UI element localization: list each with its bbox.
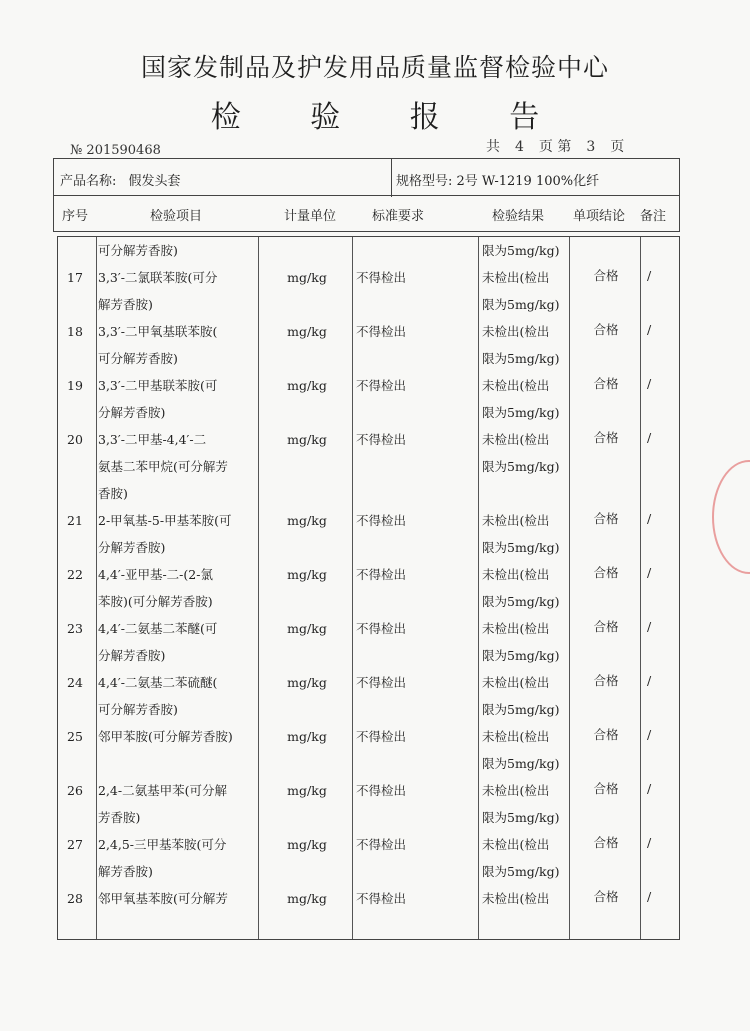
row-item-line: 分解芳香胺) (98, 648, 166, 663)
row-seq: 21 (67, 513, 83, 528)
row-seq: 26 (67, 783, 83, 798)
row-standard: 不得检出 (356, 270, 407, 285)
row-result-line: 限为5mg/kg) (482, 756, 560, 771)
column-divider (352, 237, 353, 939)
row-standard: 不得检出 (356, 783, 407, 798)
pages-total-prefix: 共 (486, 139, 500, 155)
row-result-line: 限为5mg/kg) (482, 810, 560, 825)
results-table (57, 236, 680, 940)
row-item-line: 4,4′-二氨基二苯硫醚( (98, 675, 218, 690)
row-result-line: 未检出(检出 (482, 729, 550, 744)
product-name (60, 170, 181, 189)
row-result-line: 限为5mg/kg) (482, 594, 560, 609)
row-item-line: 可分解芳香胺) (98, 351, 178, 366)
row-item-line: 3,3′-二甲基联苯胺(可 (98, 378, 218, 393)
product-name-value: 假发头套 (128, 174, 181, 189)
row-result-line: 未检出(检出 (482, 837, 550, 852)
row-item-line: 3,3′-二甲氧基联苯胺( (98, 324, 218, 339)
row-conclusion: 合格 (593, 619, 619, 634)
row-standard: 不得检出 (356, 567, 407, 582)
row-item-line: 2,4-二氨基甲苯(可分解 (98, 783, 227, 798)
row-result-line: 限为5mg/kg) (482, 351, 560, 366)
row-result-line: 未检出(检出 (482, 675, 550, 690)
column-divider (96, 237, 97, 939)
row-conclusion: 合格 (593, 781, 619, 796)
column-header-result: 检验结果 (492, 209, 545, 224)
row-note: / (647, 889, 652, 904)
product-model-label: 规格型号: (396, 174, 453, 189)
row-standard: 不得检出 (356, 432, 407, 447)
row-note: / (647, 268, 652, 283)
row-result-line: 限为5mg/kg) (482, 459, 560, 474)
row-result-line: 限为5mg/kg) (482, 648, 560, 663)
column-header-note: 备注 (640, 209, 667, 224)
row-note: / (647, 673, 652, 688)
row-standard: 不得检出 (356, 513, 407, 528)
row-item-line: 氨基二苯甲烷(可分解芳 (98, 459, 228, 474)
row-seq: 17 (67, 270, 83, 285)
table-header (53, 196, 680, 232)
row-unit: mg/kg (287, 891, 327, 906)
row-result-line: 限为5mg/kg) (482, 405, 560, 420)
row-unit: mg/kg (287, 567, 327, 582)
row-unit: mg/kg (287, 324, 327, 339)
row-result-line: 未检出(检出 (482, 378, 550, 393)
row-note: / (647, 322, 652, 337)
pages-total: 4 (514, 139, 524, 155)
row-standard: 不得检出 (356, 621, 407, 636)
column-header-unit: 计量单位 (284, 209, 337, 224)
row-seq: 18 (67, 324, 83, 339)
row-seq: 27 (67, 837, 83, 852)
row-note: / (647, 835, 652, 850)
row-result-line: 未检出(检出 (482, 270, 550, 285)
row-standard: 不得检出 (356, 891, 407, 906)
row-result-line: 未检出(检出 (482, 621, 550, 636)
row-item-line: 邻甲苯胺(可分解芳香胺) (98, 729, 233, 744)
row-seq: 23 (67, 621, 83, 636)
row-item-line: 可分解芳香胺) (98, 702, 178, 717)
row-seq: 20 (67, 432, 83, 447)
row-result-line: 限为5mg/kg) (482, 702, 560, 717)
pages-current-prefix: 第 (557, 139, 572, 155)
row-unit: mg/kg (287, 675, 327, 690)
row-item-line: 解芳香胺) (98, 864, 153, 879)
pages-current-suffix: 页 (610, 139, 625, 155)
row-conclusion: 合格 (593, 376, 619, 391)
row-conclusion: 合格 (593, 430, 619, 445)
row-conclusion: 合格 (593, 511, 619, 526)
row-result-line: 限为5mg/kg) (482, 297, 560, 312)
row-unit: mg/kg (287, 378, 327, 393)
row-item-line: 4,4′-二氨基二苯醚(可 (98, 621, 218, 636)
row-seq: 22 (67, 567, 83, 582)
column-divider (640, 237, 641, 939)
row-unit: mg/kg (287, 729, 327, 744)
row-unit: mg/kg (287, 621, 327, 636)
report-title: 检 验 报 告 (210, 100, 570, 135)
row-item-line: 2-甲氧基-5-甲基苯胺(可 (98, 513, 232, 528)
row-conclusion: 合格 (593, 727, 619, 742)
row-unit: mg/kg (287, 432, 327, 447)
pages-total-suffix: 页 (538, 139, 553, 155)
row-item-line: 香胺) (98, 486, 128, 501)
column-header-conclusion: 单项结论 (573, 209, 626, 224)
column-header-item: 检验项目 (150, 209, 203, 224)
row-conclusion: 合格 (593, 889, 619, 904)
pages-current: 3 (586, 139, 596, 155)
product-box-divider (391, 159, 392, 197)
row-seq: 19 (67, 378, 83, 393)
column-divider (258, 237, 259, 939)
row-result-line: 限为5mg/kg) (482, 864, 560, 879)
row-note: / (647, 565, 652, 580)
column-divider (569, 237, 570, 939)
row-result-line: 未检出(检出 (482, 891, 550, 906)
column-divider (478, 237, 479, 939)
row-standard: 不得检出 (356, 324, 407, 339)
product-model-value: 2号 W-1219 100%化纤 (456, 174, 600, 189)
row-conclusion: 合格 (593, 565, 619, 580)
row-note: / (647, 511, 652, 526)
product-info-box (53, 158, 680, 196)
row-unit: mg/kg (287, 837, 327, 852)
column-header-seq: 序号 (62, 209, 89, 224)
row-unit: mg/kg (287, 513, 327, 528)
row-seq: 24 (67, 675, 83, 690)
row-item-line: 分解芳香胺) (98, 540, 166, 555)
page-indicator (486, 136, 624, 156)
row-conclusion: 合格 (593, 268, 619, 283)
row-item-line: 3,3′-二氯联苯胺(可分 (98, 270, 218, 285)
row-item-line: 解芳香胺) (98, 297, 153, 312)
row-result-line: 未检出(检出 (482, 432, 550, 447)
product-name-label: 产品名称: (60, 174, 117, 189)
row-result-line: 未检出(检出 (482, 513, 550, 528)
row-note: / (647, 781, 652, 796)
row-item-line: 分解芳香胺) (98, 405, 166, 420)
row-result-line: 未检出(检出 (482, 567, 550, 582)
report-number: № 201590468 (70, 143, 161, 158)
row-item-line: 邻甲氧基苯胺(可分解芳 (98, 891, 228, 906)
row-note: / (647, 376, 652, 391)
row-item-line: 芳香胺) (98, 810, 141, 825)
column-header-standard: 标准要求 (372, 209, 425, 224)
row-standard: 不得检出 (356, 729, 407, 744)
continued-item-line: 可分解芳香胺) (98, 243, 178, 258)
row-standard: 不得检出 (356, 837, 407, 852)
red-seal-stamp (712, 460, 750, 574)
row-item-line: 苯胺)(可分解芳香胺) (98, 594, 213, 609)
row-note: / (647, 619, 652, 634)
row-seq: 28 (67, 891, 83, 906)
row-conclusion: 合格 (593, 835, 619, 850)
row-result-line: 未检出(检出 (482, 783, 550, 798)
row-standard: 不得检出 (356, 675, 407, 690)
row-note: / (647, 430, 652, 445)
row-standard: 不得检出 (356, 378, 407, 393)
row-unit: mg/kg (287, 783, 327, 798)
row-seq: 25 (67, 729, 83, 744)
product-model (396, 170, 599, 189)
row-item-line: 4,4′-亚甲基-二-(2-氯 (98, 567, 213, 582)
row-conclusion: 合格 (593, 673, 619, 688)
row-result-line: 未检出(检出 (482, 324, 550, 339)
row-result-line: 限为5mg/kg) (482, 540, 560, 555)
row-item-line: 3,3′-二甲基-4,4′-二 (98, 432, 207, 447)
row-note: / (647, 727, 652, 742)
row-conclusion: 合格 (593, 322, 619, 337)
organization-title: 国家发制品及护发用品质量监督检验中心 (140, 53, 609, 82)
row-item-line: 2,4,5-三甲基苯胺(可分 (98, 837, 227, 852)
continued-result-line: 限为5mg/kg) (482, 243, 560, 258)
row-unit: mg/kg (287, 270, 327, 285)
